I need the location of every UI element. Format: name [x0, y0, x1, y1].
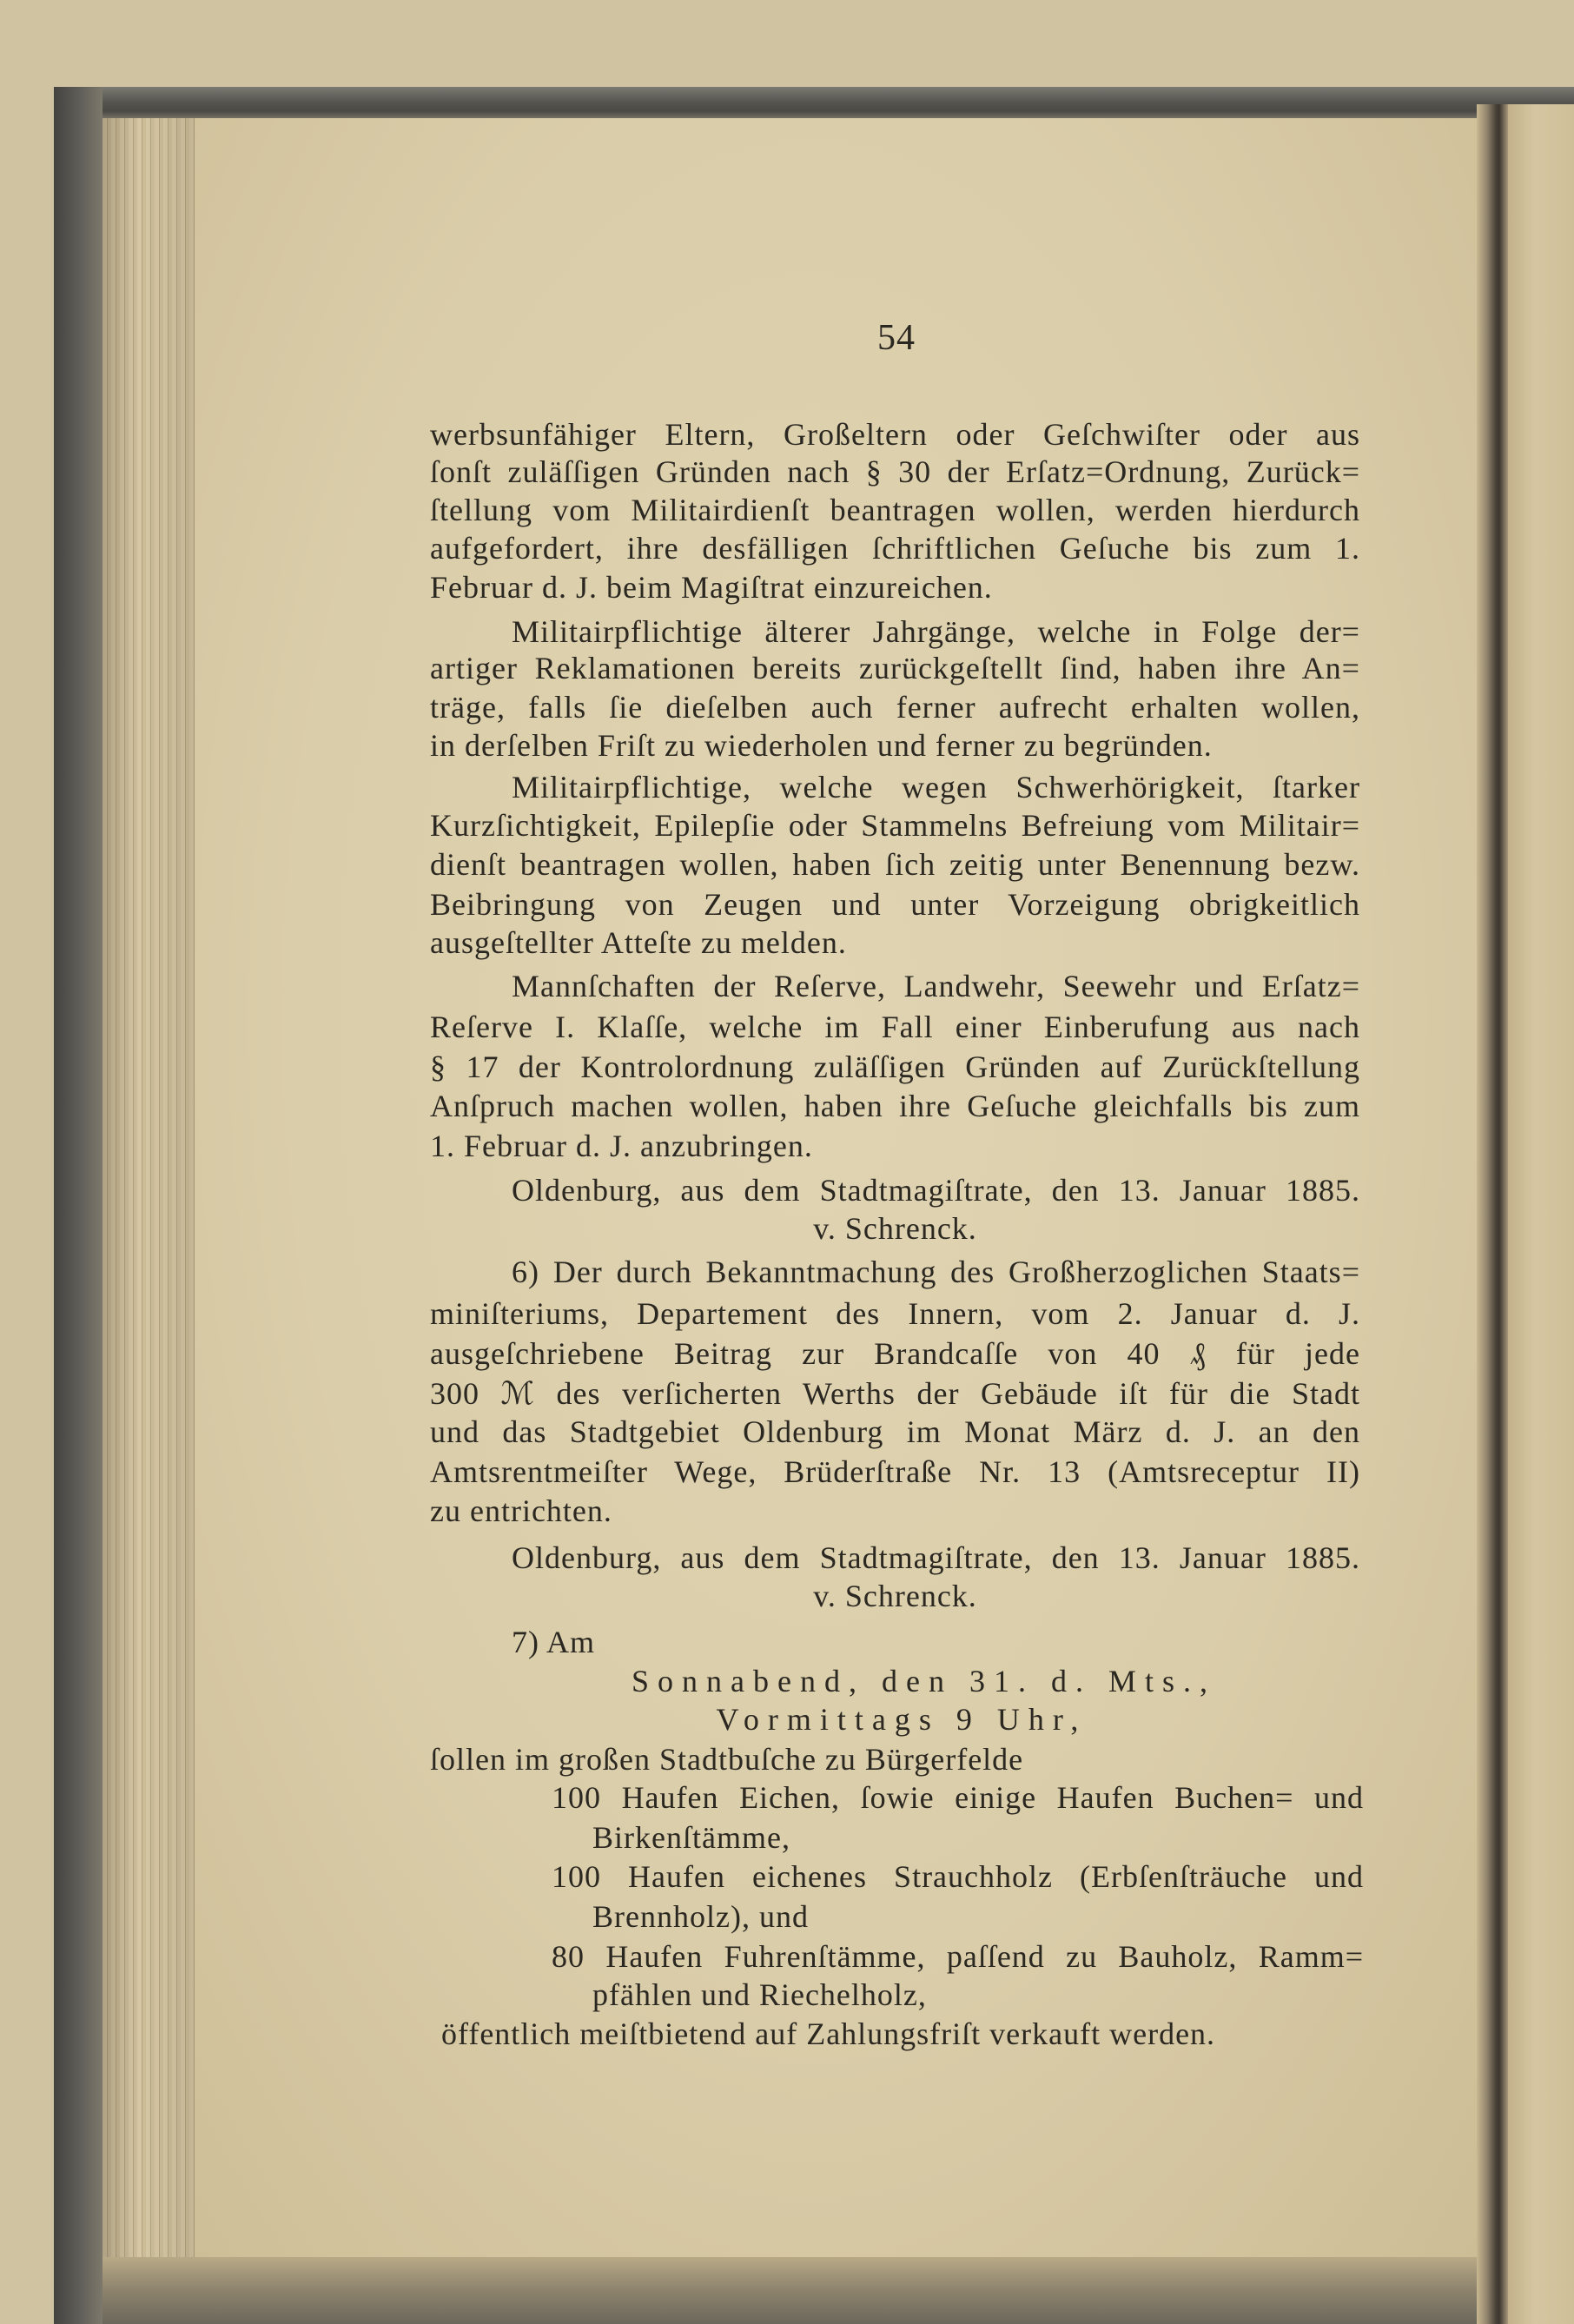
- lot-line: 100 Haufen Eichen, ſowie einige Haufen Buchen= und: [552, 1780, 1364, 1815]
- page-bottom-shadow: [103, 2257, 1508, 2324]
- dateline: Oldenburg, aus dem Stadtmagiſtrate, den 13. Januar 1885.: [512, 1173, 1360, 1208]
- facing-page-strip: [1508, 104, 1574, 2324]
- lot-line: pfählen und Riechelholz,: [592, 1977, 927, 2012]
- book-gutter: [1477, 104, 1508, 2324]
- text-line: 300 ℳ des verſicherten Werths der Gebäude iſt für die Stadt: [430, 1376, 1360, 1411]
- text-line: träge, falls ſie dieſelben auch ferner aufrecht erhalten wollen,: [430, 690, 1360, 725]
- text-line: aufgefordert, ihre desfälligen ſchriftlichen Geſuche bis zum 1.: [430, 531, 1360, 566]
- text-line: werbsunfähiger Eltern, Großeltern oder Geſchwiſter oder aus: [430, 417, 1360, 452]
- book-cover-top-edge: [54, 87, 1574, 122]
- text-line: Amtsrentmeiſter Wege, Brüderſtraße Nr. 13 (Amtsreceptur II): [430, 1454, 1360, 1489]
- dateline: Oldenburg, aus dem Stadtmagiſtrate, den 13. Januar 1885.: [512, 1540, 1360, 1575]
- auction-lead: ſollen im großen Stadtbuſche zu Bürgerfelde: [430, 1742, 1024, 1777]
- signature: v. Schrenck.: [813, 1579, 977, 1613]
- lot-line: 80 Haufen Fuhrenſtämme, paſſend zu Bauholz, Ramm=: [552, 1939, 1364, 1974]
- lot-line: Brennholz), und: [592, 1899, 809, 1934]
- lot-line: Birkenſtämme,: [592, 1820, 790, 1855]
- book-cover-left-edge: [54, 87, 103, 2324]
- notice-intro: 7) Am: [512, 1625, 596, 1659]
- auction-time: Vormittags 9 Uhr,: [716, 1702, 1088, 1737]
- text-line: 1. Februar d. J. anzubringen.: [430, 1129, 813, 1163]
- text-line: zu entrichten.: [430, 1493, 612, 1528]
- text-line: ausgeſchriebene Beitrag zur Brandcaſſe von 40 ₰ für jede: [430, 1336, 1360, 1371]
- text-line: § 17 der Kontrolordnung zuläſſigen Gründen auf Zurückſtellung: [430, 1049, 1360, 1084]
- text-line: ausgeſtellter Atteſte zu melden.: [430, 925, 847, 960]
- page-number: 54: [877, 318, 916, 358]
- text-line: ſtellung vom Militairdienſt beantragen wollen, werden hierdurch: [430, 493, 1360, 527]
- text-line: Februar d. J. beim Magiſtrat einzureichen.: [430, 570, 993, 605]
- text-line: 6) Der durch Bekanntmachung des Großherzoglichen Staats=: [512, 1255, 1360, 1289]
- auction-day: Sonnabend, den 31. d. Mts.,: [632, 1664, 1216, 1698]
- text-line: in derſelben Friſt zu wiederholen und ferner zu begründen.: [430, 728, 1213, 763]
- text-line: und das Stadtgebiet Oldenburg im Monat März d. J. an den: [430, 1414, 1360, 1449]
- auction-closing: öffentlich meiſtbietend auf Zahlungsfriſt verkauft werden.: [441, 2016, 1216, 2051]
- text-line: artiger Reklamationen bereits zurückgeſtellt ſind, haben ihre An=: [430, 651, 1360, 685]
- signature: v. Schrenck.: [813, 1211, 977, 1246]
- text-line: Anſpruch machen wollen, haben ihre Geſuche gleichfalls bis zum: [430, 1089, 1360, 1123]
- text-line: Militairpflichtige, welche wegen Schwerhörigkeit, ſtarker: [512, 770, 1360, 804]
- text-line: dienſt beantragen wollen, haben ſich zeitig unter Benennung bezw.: [430, 847, 1360, 882]
- page-stack-edges: [103, 118, 195, 2324]
- text-line: Kurzſichtigkeit, Epilepſie oder Stammelns Befreiung vom Militair=: [430, 808, 1360, 843]
- lot-line: 100 Haufen eichenes Strauchholz (Erbſenſträuche und: [552, 1859, 1364, 1894]
- text-line: Beibringung von Zeugen und unter Vorzeigung obrigkeitlich: [430, 887, 1360, 922]
- text-line: ſonſt zuläſſigen Gründen nach § 30 der Erſatz=Ordnung, Zurück=: [430, 454, 1360, 489]
- text-line: Militairpflichtige älterer Jahrgänge, welche in Folge der=: [512, 614, 1360, 649]
- text-line: miniſteriums, Departement des Innern, vom 2. Januar d. J.: [430, 1296, 1360, 1331]
- text-line: Mannſchaften der Reſerve, Landwehr, Seewehr und Erſatz=: [512, 969, 1360, 1003]
- text-line: Reſerve I. Klaſſe, welche im Fall einer Einberufung aus nach: [430, 1010, 1360, 1044]
